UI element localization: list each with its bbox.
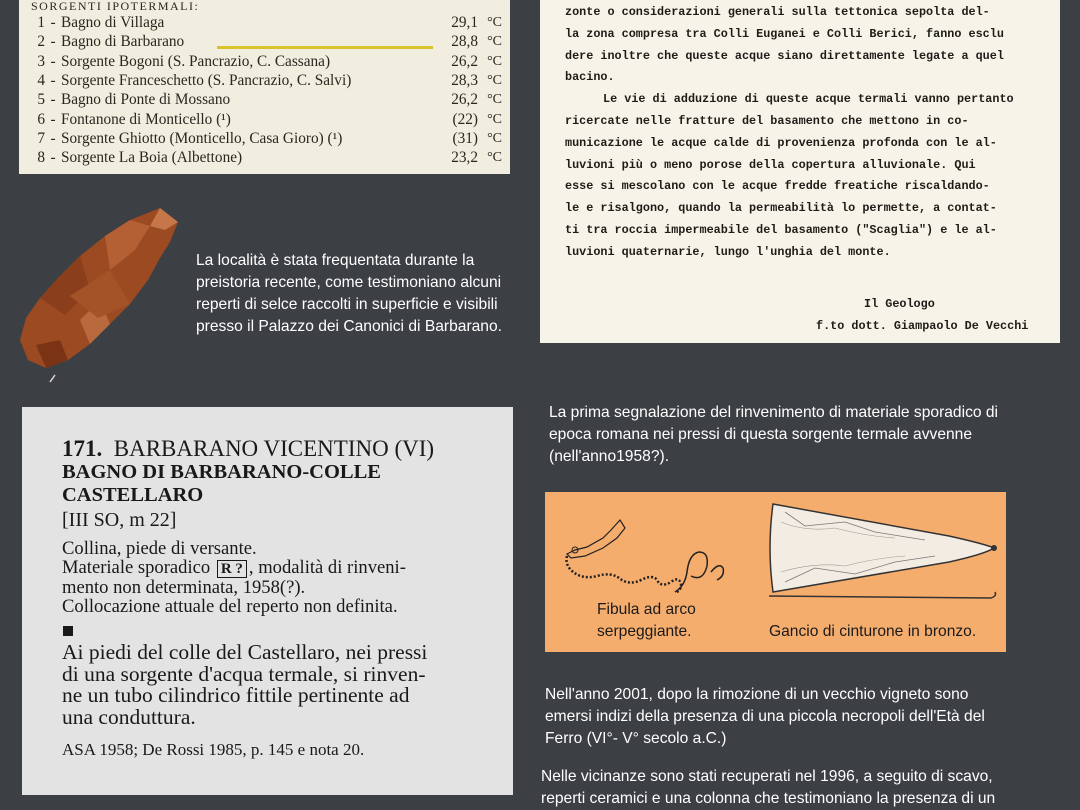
letter-line: bacino. — [565, 70, 615, 85]
spring-row — [31, 90, 502, 109]
catalog-site-line: CASTELLARO — [62, 484, 204, 506]
dash: - — [50, 129, 56, 147]
catalog-text: , modalità di rinveni- — [248, 557, 406, 578]
caption-line: reperti di selce raccolti in superficie e visibili — [196, 296, 498, 313]
spring-num: 3 — [37, 52, 45, 70]
flint-caption — [196, 250, 502, 338]
spring-num: 2 — [37, 33, 45, 51]
fibula-label — [597, 599, 696, 643]
caption-line: La località è stata frequentata durante la — [196, 252, 475, 269]
geologist-letter-card — [540, 0, 1060, 343]
spring-unit: °C — [487, 92, 502, 108]
dash: - — [50, 52, 56, 70]
spring-row — [31, 148, 502, 167]
caption-line: epoca romana nei pressi di questa sorgente termale avvenne — [549, 426, 973, 443]
catalog-description — [62, 642, 493, 728]
letter-line: zonte o considerazioni generali sulla tettonica sepolta del- — [565, 5, 990, 19]
letter-line: dere inoltre che queste acque siano direttamente legate a quel — [565, 48, 1004, 63]
spring-temp: 28,8 — [451, 33, 478, 51]
letter-line: ti tra roccia impermeabile del basamento ("Scaglia") e le al- — [565, 222, 997, 237]
description-line: di una sorgente d'acqua termale, si rinven- — [62, 661, 426, 686]
springs-table-card — [19, 0, 510, 174]
caption-line: (nell'anno1958?). — [549, 448, 670, 465]
caption-line: reperti ceramici e una colonna che testimoniano la presenza di un — [541, 790, 996, 807]
letter-line: Le vie di adduzione di queste acque termali vanno pertanto — [603, 92, 1014, 107]
spring-temp: 29,1 — [451, 14, 478, 32]
spring-num: 1 — [37, 14, 45, 32]
letter-line: luvioni più o meno porose della copertura alluvionale. Qui — [565, 157, 976, 172]
dash: - — [50, 110, 56, 128]
letter-line: municazione le acque calde di provenienza profonda con le al- — [565, 135, 997, 150]
caption-line: emersi indizi della presenza di una piccola necropoli dell'Età del — [545, 708, 985, 725]
spring-name: Bagno di Barbarano — [61, 33, 185, 51]
catalog-map-ref: [III SO, m 22] — [62, 509, 177, 531]
catalog-site-line: BAGNO DI BARBARANO-COLLE — [62, 461, 381, 483]
catalog-heading — [62, 437, 493, 461]
caption-line: La prima segnalazione del rinvenimento di materiale sporadico di — [549, 404, 999, 421]
reliability-badge: R ? — [217, 560, 247, 578]
letter-line: luvioni quaternarie, lungo l'unghia del monte. — [565, 244, 891, 259]
caption-line: Nelle vicinanze sono stati recuperati nel 1996, a seguito di scavo, — [541, 768, 993, 785]
highlight-underline — [217, 46, 433, 49]
spring-unit: °C — [487, 73, 502, 89]
description-line: Ai piedi del colle del Castellaro, nei pressi — [62, 640, 428, 664]
spring-name: Sorgente La Boia (Albettone) — [61, 149, 243, 167]
spring-temp: 26,2 — [451, 91, 478, 109]
spring-unit: °C — [487, 130, 502, 146]
spring-name: Fontanone di Monticello (¹) — [61, 110, 231, 128]
caption-line: Nell'anno 2001, dopo la rimozione di un vecchio vigneto sono — [545, 686, 969, 703]
catalog-number: 171. — [62, 436, 103, 461]
springs-table — [31, 13, 502, 167]
letter-line: esse si mescolano con le acque fredde freatiche riscaldando- — [565, 179, 990, 194]
dash: - — [50, 149, 56, 167]
signature-title: Il Geologo — [864, 297, 935, 311]
catalog-details — [62, 539, 493, 616]
dash: - — [50, 91, 56, 109]
bullet-square-icon — [63, 626, 73, 636]
catalog-text: Materiale sporadico — [62, 557, 211, 578]
catalog-place: BARBARANO VICENTINO (VI) — [113, 436, 435, 461]
spring-name: Bagno di Ponte di Mossano — [61, 91, 231, 109]
spring-unit: °C — [487, 111, 502, 127]
description-line: una conduttura. — [62, 704, 196, 729]
spring-row — [31, 129, 502, 148]
spring-num: 5 — [37, 91, 45, 109]
spring-num: 8 — [37, 149, 45, 167]
spring-row — [31, 13, 502, 32]
caption-line: presso il Palazzo dei Canonici di Barbarano. — [196, 318, 502, 335]
spring-name: Sorgente Bogoni (S. Pancrazio, C. Cassana) — [61, 52, 331, 70]
spring-name: Sorgente Franceschetto (S. Pancrazio, C. Salvi) — [61, 72, 352, 90]
spring-row — [31, 52, 502, 71]
spring-unit: °C — [487, 53, 502, 69]
spring-row — [31, 71, 502, 90]
necropolis-caption — [545, 684, 985, 750]
spring-unit: °C — [487, 150, 502, 166]
catalog-line: Collina, piede di versante. — [62, 538, 257, 559]
label-line: Fibula ad arco — [597, 601, 696, 618]
catalog-line: mento non determinata, 1958(?). — [62, 577, 306, 598]
letter-line: la zona compresa tra Colli Euganei e Colli Berici, fanno esclu — [565, 26, 1004, 41]
letter-line: le e risalgono, quando la permeabilità lo permette, a contat- — [565, 201, 997, 216]
excavation-caption — [541, 766, 995, 810]
description-line: ne un tubo cilindrico fittile pertinente ad — [62, 683, 410, 707]
signature-name: f.to dott. Giampaolo De Vecchi — [816, 319, 1029, 333]
spring-num: 7 — [37, 129, 45, 147]
spring-row — [31, 109, 502, 128]
spring-temp: 28,3 — [451, 72, 478, 90]
roman-find-caption — [549, 402, 998, 468]
springs-header: SORGENTI IPOTERMALI: — [31, 0, 200, 13]
catalog-line: Collocazione attuale del reperto non definita. — [62, 596, 398, 617]
spring-unit: °C — [487, 15, 502, 31]
flint-artifact-image — [10, 200, 190, 390]
dash: - — [50, 33, 56, 51]
spring-unit: °C — [487, 34, 502, 50]
caption-line: Ferro (VI°- V° secolo a.C.) — [545, 730, 727, 747]
catalog-excerpt-card — [22, 407, 513, 795]
spring-num: 6 — [37, 110, 45, 128]
finds-drawing-panel — [545, 492, 1006, 652]
spring-temp: (31) — [452, 129, 478, 147]
spring-num: 4 — [37, 72, 45, 90]
spring-name: Sorgente Ghiotto (Monticello, Casa Gioro) (¹) — [61, 129, 343, 147]
spring-temp: 26,2 — [451, 52, 478, 70]
caption-line: preistoria recente, come testimoniano alcuni — [196, 274, 502, 291]
letter-line: ricercate nelle fratture del basamento che mettono in co- — [565, 113, 969, 128]
belt-hook-label: Gancio di cinturone in bronzo. — [769, 623, 977, 640]
spring-name: Bagno di Villaga — [61, 14, 165, 32]
spring-temp: 23,2 — [451, 149, 478, 167]
dash: - — [50, 72, 56, 90]
label-line: serpeggiante. — [597, 623, 692, 640]
catalog-bibliography: ASA 1958; De Rossi 1985, p. 145 e nota 20. — [62, 740, 365, 759]
dash: - — [50, 14, 56, 32]
catalog-line — [62, 558, 493, 578]
spring-temp: (22) — [452, 110, 478, 128]
